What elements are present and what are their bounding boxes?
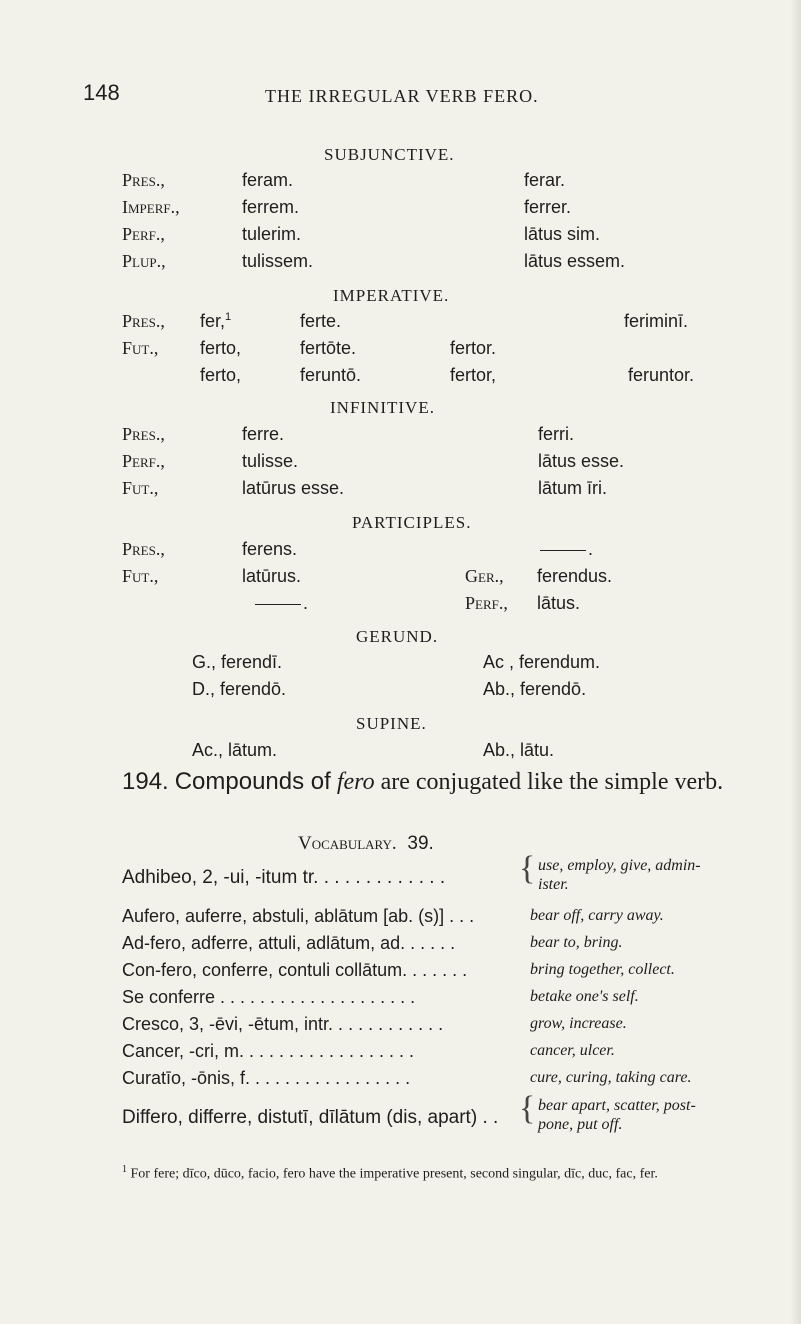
- imperative-passive: fertor.: [450, 338, 497, 358]
- passive-form: lātus essem.: [524, 251, 626, 271]
- tense-label: Ger.,: [465, 566, 504, 586]
- vocab-english: betake one's self.: [530, 988, 639, 1005]
- gerund-form: G., ferendī.: [192, 652, 283, 672]
- vocab-english: grow, increase.: [530, 1015, 627, 1032]
- footnote-mark: 1: [122, 1164, 127, 1175]
- footnote-ref[interactable]: 1: [225, 311, 232, 323]
- participle-blank: .: [540, 539, 593, 560]
- running-head: THE IRREGULAR VERB FERO.: [265, 86, 539, 106]
- vocab-latin: Differo, differre, distutī, dīlātum (dis, apart) . .: [122, 1107, 499, 1128]
- section-text: Compounds of: [174, 768, 331, 795]
- gerund-form: Ab., ferendō.: [483, 679, 587, 699]
- supine-form: Ac., lātum.: [192, 740, 278, 760]
- page-number: 148: [83, 80, 120, 105]
- footnote: [122, 1160, 762, 1184]
- tense-label: Plup.,: [122, 251, 166, 271]
- passive-form: ferrer.: [524, 197, 572, 217]
- participle-form: ferendus.: [537, 566, 613, 586]
- active-form: ferre.: [242, 424, 285, 444]
- vocab-english: bear to, bring.: [530, 934, 623, 951]
- vocab-latin: Se conferre . . . . . . . . . . . . . . . . . . . .: [122, 987, 416, 1007]
- imperative-form: fer,$^1$: [200, 311, 232, 331]
- imperative-form: ferto,: [200, 365, 242, 385]
- page-edge: [790, 0, 801, 1324]
- active-form: ferrem.: [242, 197, 300, 217]
- footnote-text: For fere; dīco, dūco, facio, fero have the imperative present, second singular, dīc, duc, fac, fer.: [130, 1166, 658, 1182]
- vocab-english: cure, curing, taking care.: [530, 1069, 692, 1086]
- active-form: latūrus esse.: [242, 478, 345, 498]
- vocab-english: pone, put off.: [538, 1116, 623, 1133]
- passive-form: lātus esse.: [538, 451, 625, 471]
- imperative-form: ferte.: [300, 311, 342, 331]
- tense-label: Pres.,: [122, 311, 165, 331]
- passive-form: ferar.: [524, 170, 566, 190]
- tense-label: Fut.,: [122, 338, 159, 358]
- passive-form: lātum īri.: [538, 478, 608, 498]
- vocab-latin: Aufero, auferre, abstuli, ablātum [ab. (s)] . . .: [122, 906, 475, 926]
- vocab-english: ister.: [538, 876, 569, 893]
- participle-form: ferens.: [242, 539, 298, 559]
- vocab-english: bear apart, scatter, post-: [538, 1097, 696, 1114]
- active-form: tulissem.: [242, 251, 314, 271]
- imperative-passive: fertor,: [450, 365, 497, 385]
- active-form: tulisse.: [242, 451, 299, 471]
- participle-form: latūrus.: [242, 566, 302, 586]
- tense-label: Perf.,: [465, 593, 508, 613]
- vocab-latin: Con-fero, conferre, contuli collātum. . . . . . .: [122, 960, 468, 980]
- vocab-latin: Curatīo, -ōnis, f. . . . . . . . . . . . . . . . .: [122, 1068, 411, 1088]
- vocabulary-heading: Vocabulary. 39.: [298, 833, 434, 854]
- active-form: feram.: [242, 170, 294, 190]
- vocab-english: use, employ, give, admin-: [538, 857, 701, 874]
- brace-icon: {: [519, 850, 536, 887]
- tense-label: Perf.,: [122, 451, 165, 471]
- subjunctive-heading: SUBJUNCTIVE.: [324, 145, 455, 164]
- vocab-english: bear off, carry away.: [530, 907, 664, 924]
- participle-form: lātus.: [537, 593, 581, 613]
- imperative-passive: feruntor.: [628, 365, 695, 385]
- imperative-heading: IMPERATIVE.: [333, 286, 450, 305]
- gerund-form: Ac , ferendum.: [483, 652, 601, 672]
- tense-label: Imperf.,: [122, 197, 180, 217]
- passive-form: lātus sim.: [524, 224, 601, 244]
- infinitive-heading: INFINITIVE.: [330, 398, 435, 417]
- section-text: are conjugated like the simple verb.: [380, 769, 724, 795]
- section-194: [122, 768, 723, 796]
- gerund-heading: GERUND.: [356, 627, 439, 646]
- tense-label: Pres.,: [122, 539, 165, 559]
- tense-label: Pres.,: [122, 170, 165, 190]
- supine-heading: SUPINE.: [356, 714, 427, 733]
- supine-form: Ab., lātu.: [483, 740, 555, 760]
- gerund-form: D., ferendō.: [192, 679, 287, 699]
- brace-icon: {: [519, 1090, 536, 1127]
- active-form: tulerim.: [242, 224, 302, 244]
- vocab-latin: Cancer, -cri, m. . . . . . . . . . . . . . . . . .: [122, 1041, 415, 1061]
- section-italic-word: fero: [336, 769, 375, 795]
- tense-label: Pres.,: [122, 424, 165, 444]
- participles-heading: PARTICIPLES.: [352, 513, 472, 532]
- vocab-english: bring together, collect.: [530, 961, 675, 978]
- tense-label: Perf.,: [122, 224, 165, 244]
- vocab-english: cancer, ulcer.: [530, 1042, 615, 1059]
- imperative-form: ferto,: [200, 338, 242, 358]
- participle-blank: .: [255, 593, 308, 614]
- passive-form: ferri.: [538, 424, 574, 444]
- imperative-form: feruntō.: [300, 365, 362, 385]
- vocab-latin: Adhibeo, 2, -ui, -itum tr. . . . . . . . . . . . .: [122, 867, 446, 888]
- imperative-passive: feriminī.: [624, 311, 689, 331]
- vocab-latin: Cresco, 3, -ēvi, -ētum, intr. . . . . . . . . . . .: [122, 1014, 444, 1034]
- vocab-latin: Ad-fero, adferre, attuli, adlātum, ad. . . . . .: [122, 933, 456, 953]
- section-number: 194.: [122, 768, 169, 795]
- tense-label: Fut.,: [122, 566, 159, 586]
- tense-label: Fut.,: [122, 478, 159, 498]
- imperative-form: fertōte.: [300, 338, 357, 358]
